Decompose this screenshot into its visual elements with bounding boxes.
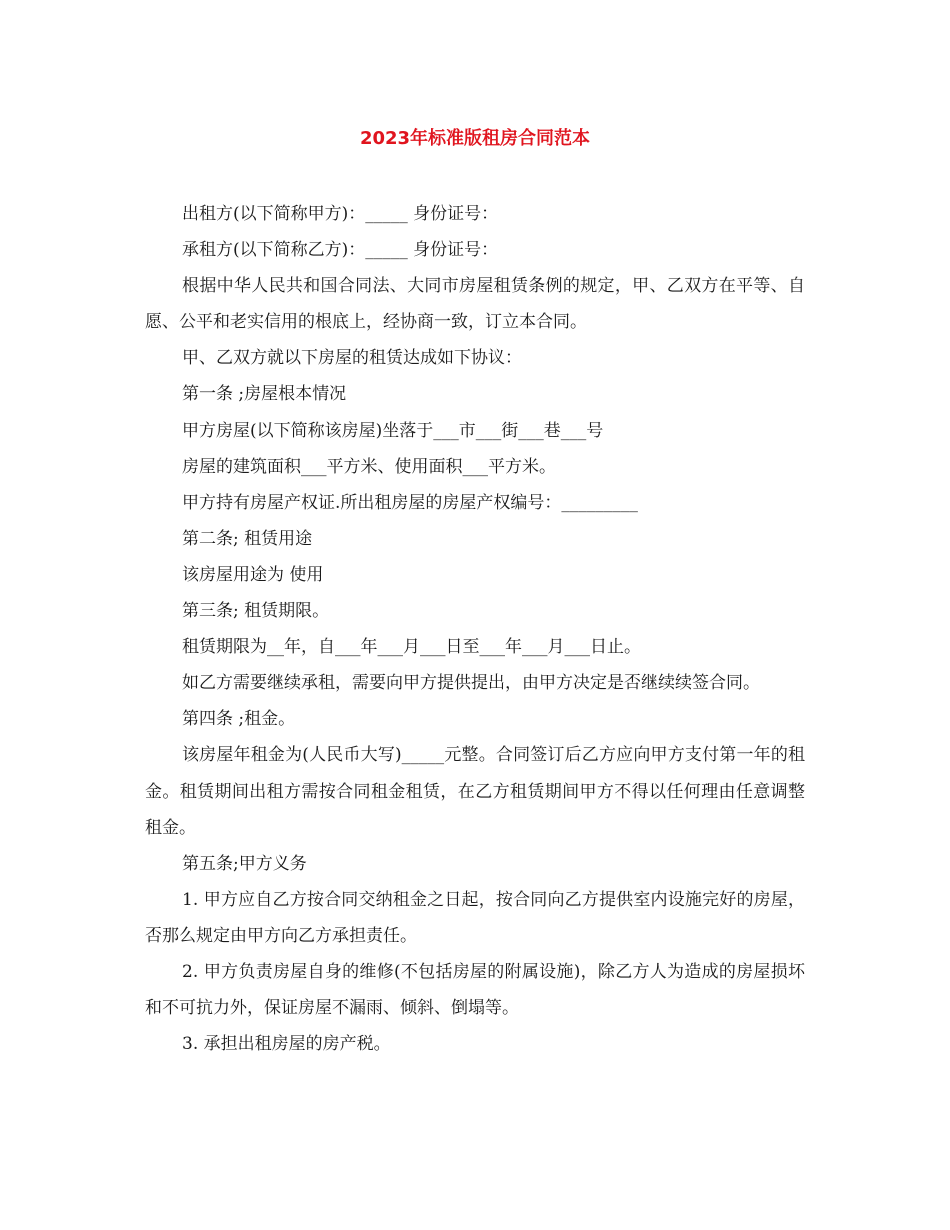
article-2-heading: 第二条; 租赁用途 — [182, 528, 313, 549]
paragraph-lessee: 承租方(以下简称乙方)：_____ 身份证号： — [182, 240, 499, 261]
paragraph-obligation-2: 2. 甲方负责房屋自身的维修(不包括房屋的附属设施)，除乙方人为造成的房屋损坏和不可抗力外，保证房屋不漏雨、倾斜、倒塌等。 — [145, 961, 805, 1019]
paragraph-location: 甲方房屋(以下简称该房屋)坐落于___市___街___巷___号 — [182, 420, 604, 441]
article-1-heading: 第一条 ;房屋根本情况 — [182, 384, 347, 405]
article-5-heading: 第五条;甲方义务 — [182, 853, 307, 874]
paragraph-term: 租赁期限为__年，自___年___月___日至___年___月___日止。 — [182, 637, 641, 658]
paragraph-agreement-intro: 甲、乙双方就以下房屋的租赁达成如下协议： — [182, 348, 522, 369]
document-body — [145, 196, 805, 1062]
paragraph-area: 房屋的建筑面积___平方米、使用面积___平方米。 — [182, 456, 556, 477]
paragraph-preamble: 根据中华人民共和国合同法、大同市房屋租赁条例的规定，甲、乙双方在平等、自愿、公平和老实信用的根底上，经协商一致，订立本合同。 — [145, 276, 805, 333]
paragraph-obligation-3: 3. 承担出租房屋的房产税。 — [182, 1034, 391, 1055]
paragraph-obligation-1: 1. 甲方应自乙方按合同交纳租金之日起，按合同向乙方提供室内设施完好的房屋，否那么规定由甲方向乙方承担责任。 — [145, 889, 805, 946]
paragraph-renewal: 如乙方需要继续承租，需要向甲方提供提出，由甲方决定是否继续续签合同。 — [182, 673, 760, 694]
article-3-heading: 第三条; 租赁期限。 — [182, 601, 330, 622]
paragraph-rent: 该房屋年租金为(人民币大写)_____元整。合同签订后乙方应向甲方支付第一年的租金。租赁期间出租方需按合同租金租赁，在乙方租赁期间甲方不得以任何理由任意调整租金。 — [145, 745, 805, 838]
document-title: 2023年标准版租房合同范本 — [359, 128, 591, 149]
article-4-heading: 第四条 ;租金。 — [182, 709, 296, 730]
paragraph-lessor: 出租方(以下简称甲方)：_____ 身份证号： — [182, 204, 499, 224]
paragraph-usage: 该房屋用途为 使用 — [182, 564, 324, 585]
paragraph-certificate: 甲方持有房屋产权证.所出租房屋的房屋产权编号：_________ — [182, 492, 638, 513]
